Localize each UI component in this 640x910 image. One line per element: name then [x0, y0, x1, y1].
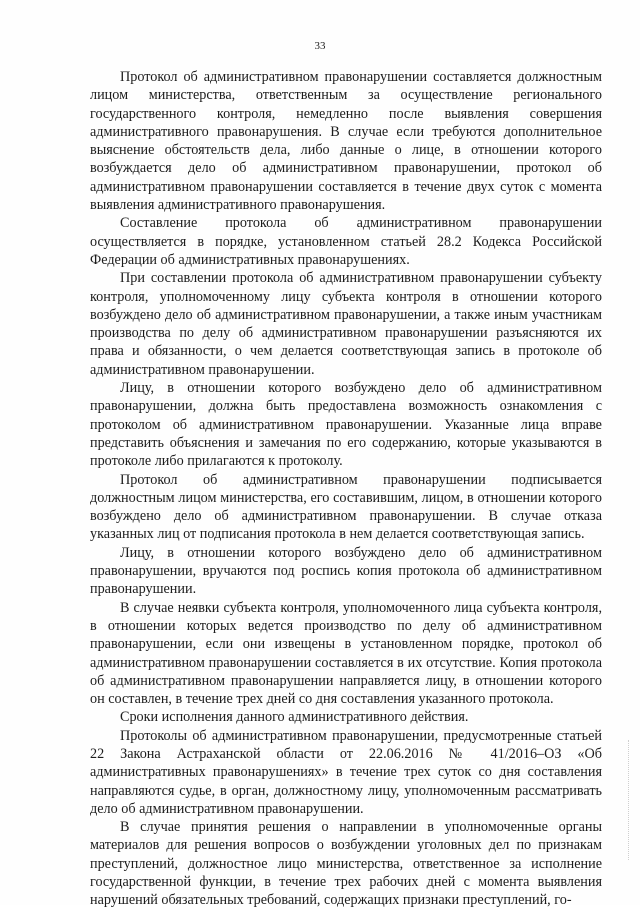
paragraph: Составление протокола об административном правонарушении осуществляется в порядке, установленном статьей 28.2 Кодекса Российской Федерации об административных правонарушениях. — [90, 215, 602, 268]
paragraph: При составлении протокола об административном правонарушении субъекту контроля, уполномоченному лицу субъекта контроля в отношении которого возбуждено дело об административном правонарушении, а также иным участникам производства по делу об административном правонарушении разъясняются их права и обязанности, о чем делается соответствующая запись в протоколе об административном правонарушении. — [90, 270, 602, 378]
page-number: 33 — [314, 40, 326, 52]
paragraph: Протоколы об административном правонарушении, предусмотренные статьей 22 Закона Астраханской области от 22.06.2016 № 41/2016–ОЗ «Об административных правонарушениях» в течение трех суток со дня составления направляются судье, в орган, должностному лицу, уполномоченным рассматривать дело об административном правонарушении. — [90, 727, 602, 817]
scan-edge-marks — [628, 740, 632, 860]
paragraph: Лицу, в отношении которого возбуждено дело об административном правонарушении, должна быть предоставлена возможность ознакомления с протоколом об административном правонарушении. Указанные лица вправе представить объяснения и замечания по его содержанию, которые указываются в протоколе либо прилагаются к протоколу. — [90, 380, 602, 470]
paragraph: Лицу, в отношении которого возбуждено дело об административном правонарушении, вручаются под роспись копия протокола об административном правонарушении. — [90, 544, 602, 598]
paragraph: В случае неявки субъекта контроля, уполномоченного лица субъекта контроля, в отношении которых ведется производство по делу об административном правонарушении, если они извещены в установленном порядке, протокол об административном правонарушении составляется в их отсутствие. Копия протокола об административном правонарушении направляется лицу, в отношении которого он составлен, в течение трех дней со дня составления указанного протокола. — [90, 599, 602, 708]
paragraph: Сроки исполнения данного административного действия. — [120, 709, 469, 726]
paragraph: Протокол об административном правонарушении составляется должностным лицом министерства, ответственным за осуществление регионального государственного контроля, немедленно после выявления совершения административного правонарушения. В случае если требуются дополнительное выяснение обстоятельств дела, либо данные о лице, в отношении которого возбуждается дело об административном правонарушении, протокол об административном правонарушении составляется в течение двух суток с момента выявления административного правонарушения. — [90, 69, 602, 214]
paragraph: В случае принятия решения о направлении в уполномоченные органы материалов для решения вопросов о возбуждении уголовных дел по признакам преступлений, должностное лицо министерства, ответственное за исполнение государственной функции, в течение трех рабочих дней с момента выявления нарушений обязательных требований, содержащих признаки преступлений, го- — [90, 819, 602, 909]
paragraph: Протокол об административном правонарушении подписывается должностным лицом министерства, его составившим, лицом, в отношении которого возбуждено дело об административном правонарушении. В случае отказа указанных лиц от подписания протокола в нем делается соответствующая запись. — [90, 471, 602, 543]
document-body — [90, 68, 602, 910]
